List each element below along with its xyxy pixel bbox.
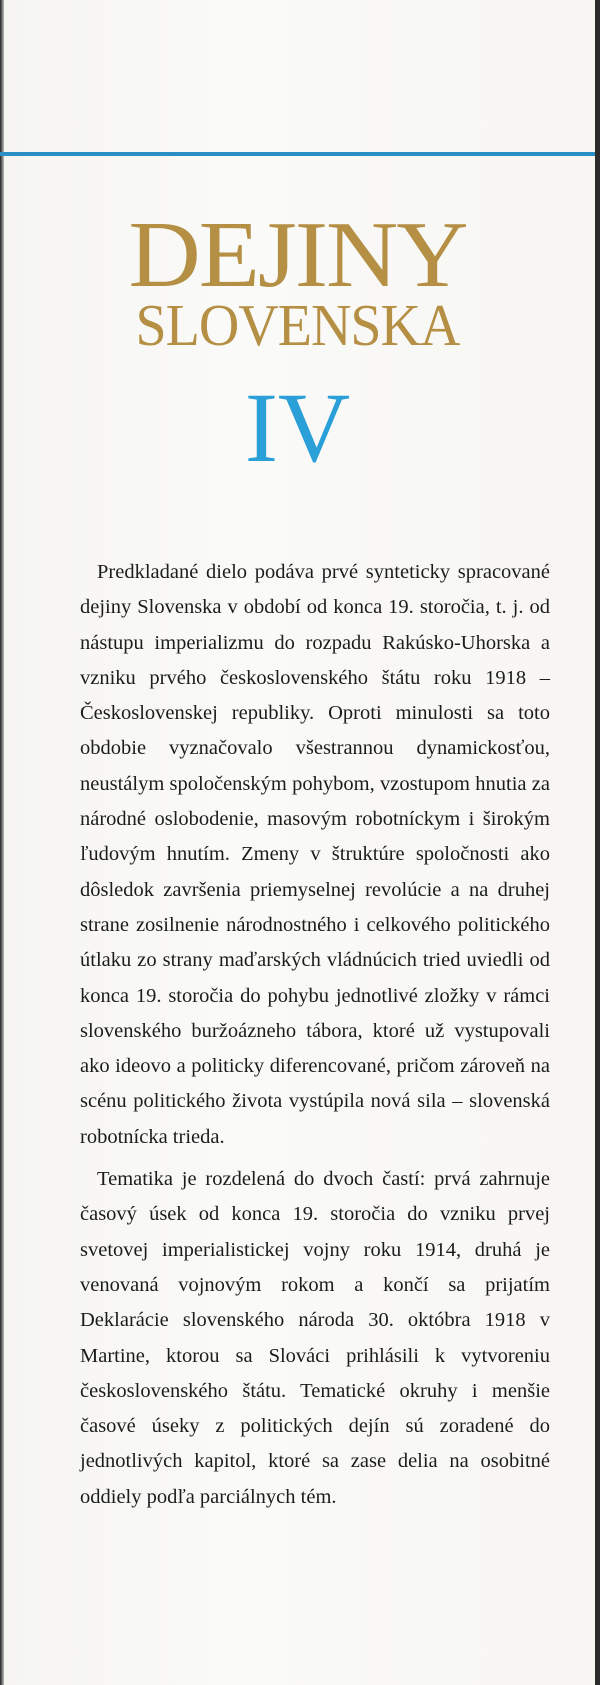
blue-divider-line bbox=[0, 152, 595, 156]
title-line-1: DEJINY bbox=[128, 202, 467, 307]
title-line-2: SLOVENSKA bbox=[135, 293, 460, 359]
right-edge-shadow bbox=[595, 0, 600, 1685]
blurb-paragraph-1: Predkladané dielo podáva prvé synteticky spracované dejiny Slovenska v období od konca 19. storočia, t. j. od nástupu imperializmu do rozpadu Rakúsko-Uhorska a vzniku prvého československého štátu roku 1918 – Československej republiky. Oproti minulosti sa toto obdobie vyznačovalo všestrannou dynamickosťou, neustálym spoločenským pohybom, vzostupom hnutia za národné oslobodenie, masovým robotníckym i širokým ľudovým hnutím. Zmeny v štruktúre spoločnosti ako dôsledok završenia priemyselnej revolúcie a na druhej strane zosilnenie národnostného i celkového politického útlaku zo strany maďarských vládnúcich tried uviedli od konca 19. storočia do pohybu jednotlivé zložky v rámci slovenského buržoázneho tábora, ktoré už vystupovali ako ideovo a politicky diferencované, pričom zároveň na scénu politického života vystúpila nová sila – slovenská robotnícka trieda. bbox=[80, 561, 550, 1148]
volume-number: IV bbox=[244, 372, 351, 483]
blurb-text bbox=[80, 555, 550, 1515]
blurb-paragraph-2: Tematika je rozdelená do dvoch častí: prvá zahrnuje časový úsek od konca 19. storočia do vzniku prvej svetovej imperialistickej vojny roku 1914, druhá je venovaná vojnovým rokom a končí sa prijatím Deklarácie slovenského národa 30. októbra 1918 v Martine, ktorou sa Slováci prihlásili k vytvoreniu československého štátu. Tematické okruhy i menšie časové úseky z politických dejín sú zoradené do jednotlivých kapitol, ktoré sa zase delia na osobitné oddiely podľa parciálnych tém. bbox=[80, 1168, 550, 1508]
